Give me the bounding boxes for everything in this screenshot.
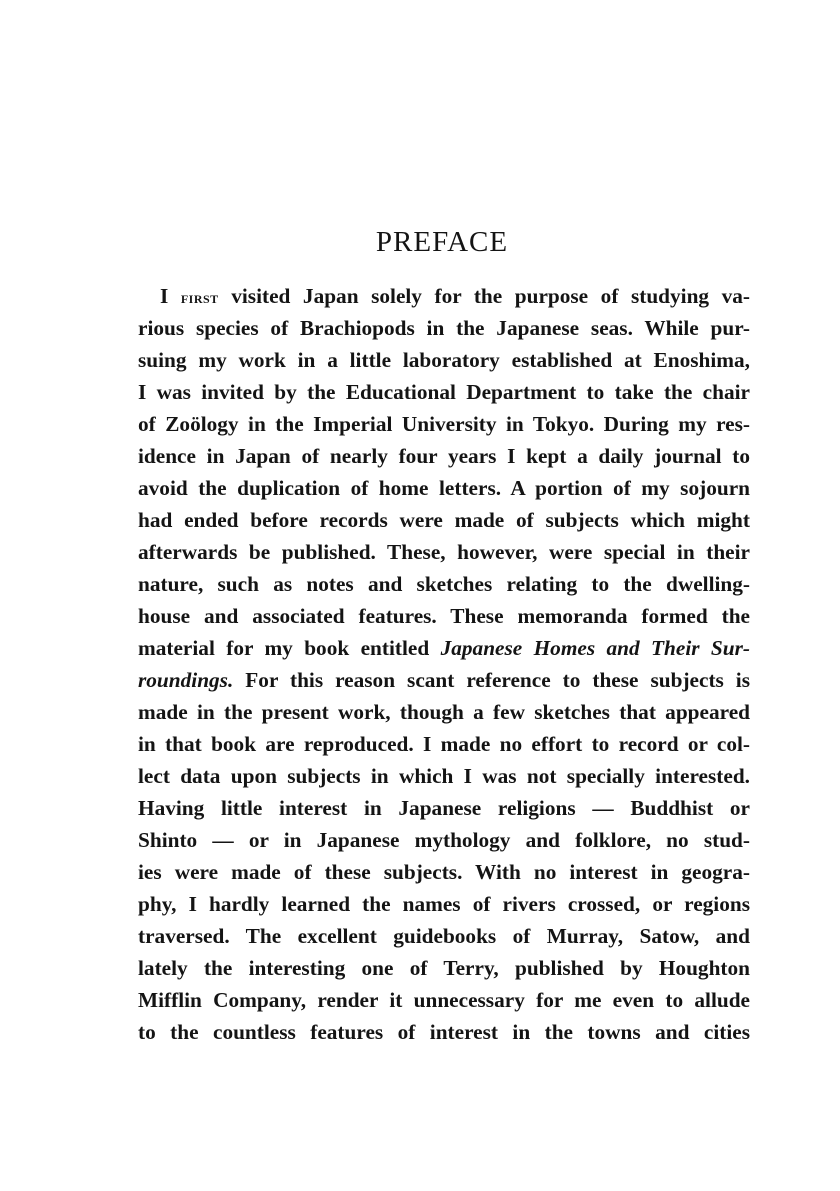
text-line: nature, such as notes and sketches relating to the dwelling- <box>138 572 750 596</box>
line-text: For this reason scant reference to these subjects is <box>245 668 751 692</box>
line-text: visited Japan solely for the purpose of studying va- <box>218 284 750 308</box>
text-line: suing my work in a little laboratory established at Enoshima, <box>138 348 750 372</box>
text-line: phy, I hardly learned the names of rivers crossed, or regions <box>138 892 750 916</box>
preface-paragraph <box>138 280 750 1048</box>
text-line: traversed. The excellent guidebooks of Murray, Satow, and <box>138 924 750 948</box>
text-line: of Zoölogy in the Imperial University in Tokyo. During my res- <box>138 412 750 436</box>
page-title: PREFACE <box>375 226 509 258</box>
text-line: to the countless features of interest in the towns and cities <box>138 1020 750 1044</box>
first-word: I <box>160 284 169 308</box>
book-title: Japanese Homes and Their Sur- <box>440 636 750 660</box>
text-line: Shinto — or in Japanese mythology and folklore, no stud- <box>138 828 750 852</box>
text-line <box>138 280 750 312</box>
text-line: Mifflin Company, render it unnecessary for me even to allude <box>138 988 750 1012</box>
text-line: lect data upon subjects in which I was not specially interested. <box>138 764 750 788</box>
line-text: material for my book entitled <box>138 636 441 660</box>
text-line: afterwards be published. These, however, were special in their <box>138 540 750 564</box>
text-line <box>138 632 750 664</box>
text-line: rious species of Brachiopods in the Japanese seas. While pur- <box>138 316 750 340</box>
text-line: made in the present work, though a few sketches that appeared <box>138 700 750 724</box>
text-line: lately the interesting one of Terry, published by Houghton <box>138 956 750 980</box>
text-line: avoid the duplication of home letters. A portion of my sojourn <box>138 476 750 500</box>
text-line: had ended before records were made of subjects which might <box>138 508 750 532</box>
small-caps-word: first <box>180 288 219 307</box>
text-line: I was invited by the Educational Department to take the chair <box>138 380 750 404</box>
text-line: ies were made of these subjects. With no interest in geogra- <box>138 860 750 884</box>
text-line: idence in Japan of nearly four years I kept a daily journal to <box>138 444 750 468</box>
text-line: house and associated features. These memoranda formed the <box>138 604 750 628</box>
text-line: Having little interest in Japanese religions — Buddhist or <box>138 796 750 820</box>
text-line <box>138 664 750 696</box>
text-line: in that book are reproduced. I made no effort to record or col- <box>138 732 750 756</box>
book-title-continued: roundings. <box>138 668 234 692</box>
